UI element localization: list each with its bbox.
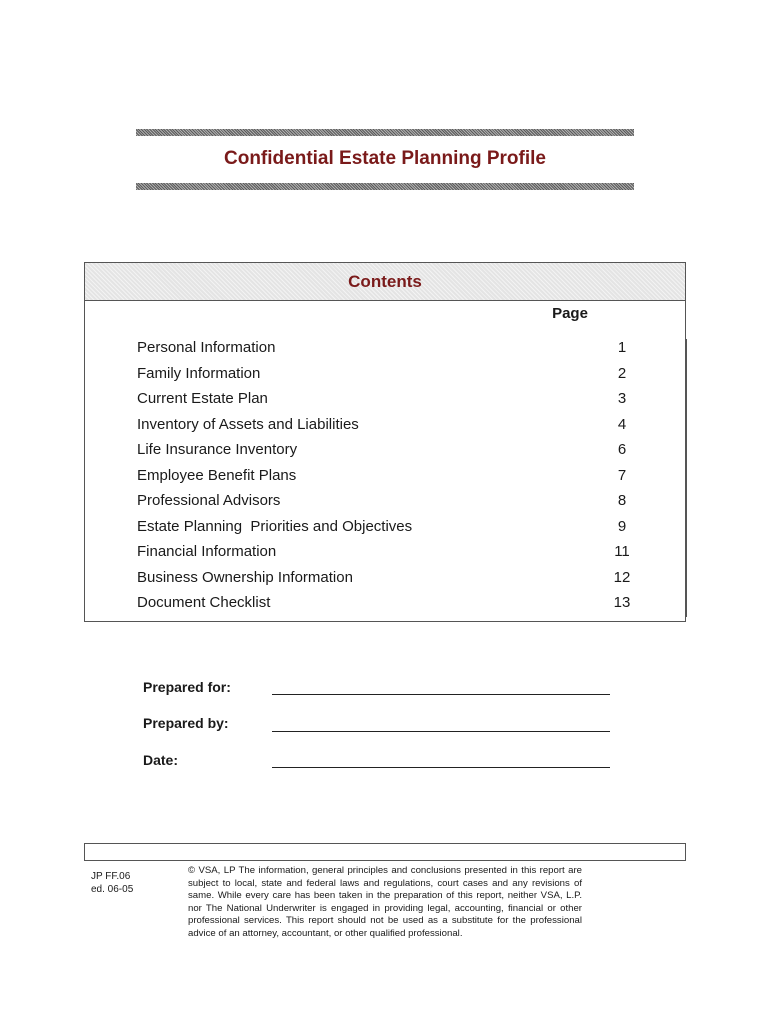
toc-item-label: Document Checklist (137, 594, 271, 611)
toc-item-page: 6 (617, 441, 627, 458)
contents-side-rule (686, 339, 687, 617)
title-bottom-rule (136, 183, 634, 190)
date-field[interactable] (272, 767, 610, 768)
toc-item-label: Employee Benefit Plans (137, 466, 297, 484)
toc-item (137, 569, 637, 591)
toc-item (137, 467, 637, 489)
toc-item-page: 4 (617, 415, 627, 433)
toc-item (137, 594, 637, 616)
toc-item (137, 365, 637, 387)
prepared-for-field[interactable] (272, 694, 610, 695)
form-edition: ed. 06-05 (91, 884, 134, 895)
footer-rule-box (84, 843, 686, 861)
toc-item-page: 9 (617, 517, 627, 535)
toc-item-label: Financial Information (137, 543, 277, 560)
toc-item-label: Family Information (137, 364, 261, 382)
prepared-for-label: Prepared for: (143, 679, 231, 695)
toc-item-page: 11 (614, 543, 630, 560)
contents-header (85, 263, 685, 301)
toc-item-page: 13 (613, 594, 631, 611)
toc-item-label: Estate Planning Priorities and Objectives (137, 517, 413, 535)
toc-item-label: Inventory of Assets and Liabilities (137, 415, 359, 433)
toc-item-label: Personal Information (137, 339, 276, 356)
toc-item-label: Current Estate Plan (137, 390, 268, 407)
form-code: JP FF.06 (91, 871, 131, 882)
toc-item (137, 390, 637, 412)
document-title: Confidential Estate Planning Profile (224, 148, 546, 169)
toc-item-page: 7 (617, 466, 627, 484)
toc-item-label: Business Ownership Information (137, 568, 353, 586)
toc-item-page: 3 (617, 390, 627, 407)
toc-item-page: 8 (617, 492, 627, 509)
toc-item-label: Life Insurance Inventory (137, 441, 298, 458)
prepared-by-label: Prepared by: (143, 715, 229, 731)
toc-item (137, 339, 637, 361)
contents-panel (84, 262, 686, 622)
title-top-rule (136, 129, 634, 136)
toc-item-page: 2 (617, 364, 627, 382)
toc-item (137, 416, 637, 438)
toc-item-page: 12 (613, 568, 631, 586)
toc-item (137, 441, 637, 463)
contents-heading: Contents (348, 272, 422, 291)
toc-item (137, 518, 637, 540)
prepared-by-field[interactable] (272, 731, 610, 732)
toc-item-page: 1 (617, 339, 627, 356)
toc-item-label: Professional Advisors (137, 492, 281, 509)
page-column-label: Page (552, 305, 588, 322)
toc-item (137, 492, 637, 514)
date-label: Date: (143, 752, 179, 768)
copyright-disclaimer: © VSA, LP The information, general principles and conclusions presented in this report are subject to local, state and federal laws and regulations, court cases and any revisions of same. While every care has been taken in the preparation of this report, neither VSA, L.P. nor The National Underwriter is engaged in providing legal, accounting, financial or other professional services. This report should not be used as a substitute for the professional advice of an attorney, accountant, or other qualified professional. (188, 865, 582, 939)
toc-item (137, 543, 637, 565)
